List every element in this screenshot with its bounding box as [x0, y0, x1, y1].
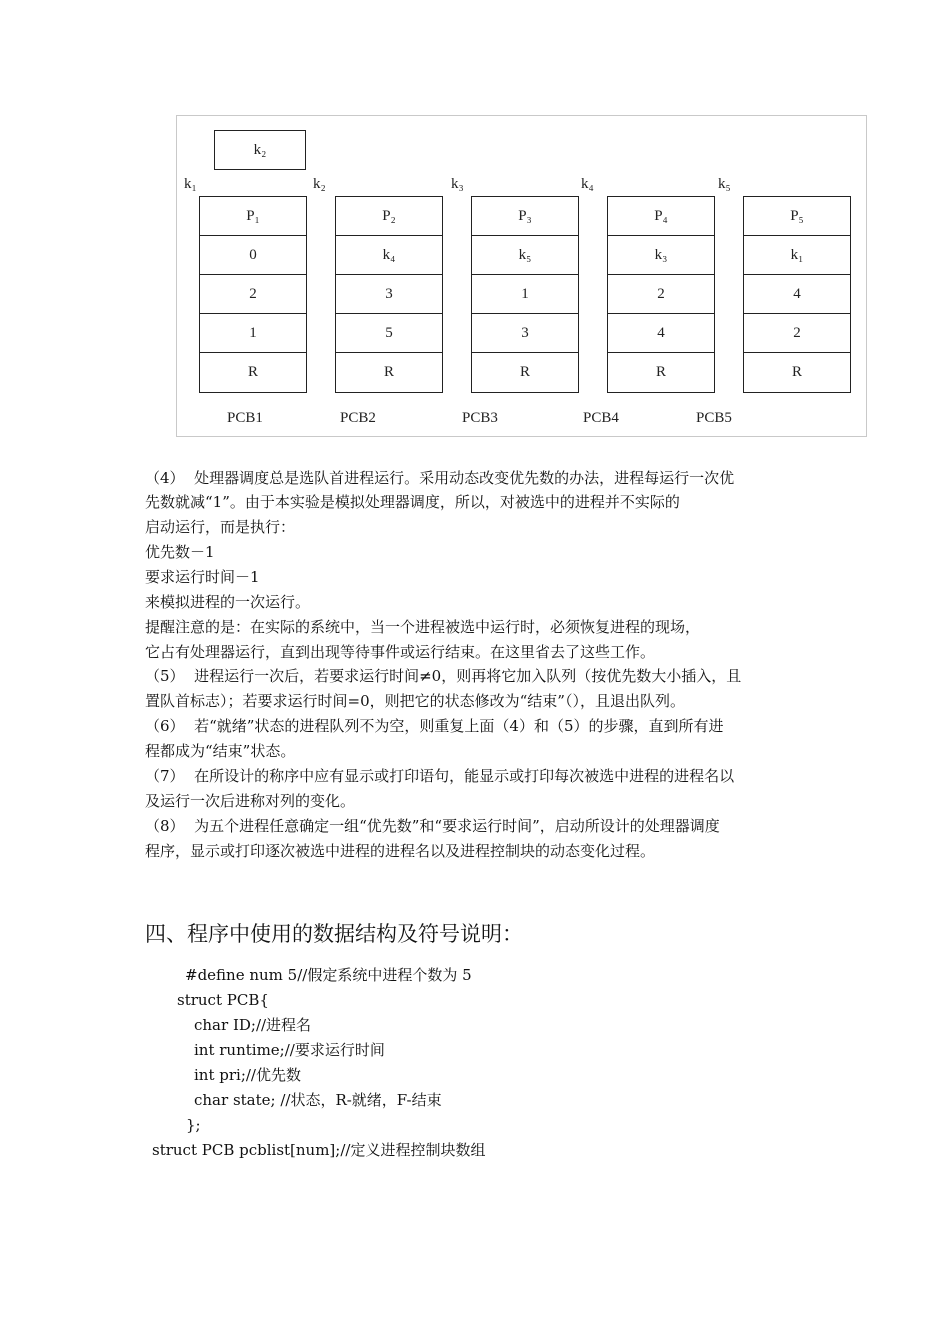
- pcb-cell-pointer: k₅: [472, 236, 578, 275]
- pcb-cell-name: P₁: [200, 197, 306, 236]
- body-line: 启动运行，而是执行：: [145, 518, 296, 536]
- pcb-cell-name: P₄: [608, 197, 714, 236]
- pcb-block-5: [743, 196, 851, 393]
- pcb-caption-4: PCB4: [583, 410, 619, 426]
- pcb-cell-runtime: 5: [336, 314, 442, 353]
- pcb-cell-state: R: [247, 364, 258, 380]
- body-line: 程序，显示或打印逐次被选中进程的进程名以及进程控制块的动态变化过程。: [145, 842, 656, 860]
- pcb-cell-runtime: 1: [200, 314, 306, 353]
- pcb-block-1: [199, 196, 307, 393]
- pcb-cell-pointer: k₁: [744, 236, 850, 275]
- pointer-label-k3: k₃: [451, 176, 464, 192]
- code-line: char ID;//进程名: [194, 1016, 312, 1034]
- body-line: 程都成为“结束”状态。: [145, 742, 296, 760]
- pcb-caption-3: PCB3: [462, 410, 498, 426]
- body-line: 优先数－1: [145, 543, 215, 561]
- queue-head-box: [214, 130, 306, 170]
- body-line: 来模拟进程的一次运行。: [145, 593, 311, 611]
- pcb-caption-1: PCB1: [227, 410, 263, 426]
- body-line: （4） 处理器调度总是选队首进程运行。采用动态改变优先数的办法，进程每运行一次优: [145, 469, 735, 487]
- pcb-cell-state: R: [383, 364, 394, 380]
- pcb-block-3: [471, 196, 579, 393]
- body-line: 及运行一次后进称对列的变化。: [145, 792, 356, 810]
- body-line: （8） 为五个进程任意确定一组“优先数”和“要求运行时间”，启动所设计的处理器调度: [145, 817, 720, 835]
- pcb-cell-runtime: 2: [744, 314, 850, 353]
- pcb-cell-priority: 2: [200, 275, 306, 314]
- pointer-label-k1: k₁: [184, 176, 197, 192]
- pcb-block-2: [335, 196, 443, 393]
- pcb-cell-runtime: 4: [608, 314, 714, 353]
- pcb-cell-state: R: [519, 364, 530, 380]
- code-line: struct PCB pcblist[num];//定义进程控制块数组: [152, 1141, 486, 1159]
- pcb-cell-name: P₃: [472, 197, 578, 236]
- pcb-caption-5: PCB5: [696, 410, 732, 426]
- code-line: };: [186, 1116, 201, 1134]
- body-line: 置队首标志）；若要求运行时间=0，则把它的状态修改为“结束”（），且退出队列。: [145, 692, 685, 710]
- body-line: （6） 若“就绪”状态的进程队列不为空，则重复上面（4）和（5）的步骤，直到所有进: [145, 717, 724, 735]
- pcb-cell-pointer: k₄: [336, 236, 442, 275]
- body-line: 它占有处理器运行，直到出现等待事件或运行结束。在这里省去了这些工作。: [145, 643, 656, 661]
- code-line: char state; //状态，R-就绪，F-结束: [194, 1091, 442, 1109]
- body-line: 先数就减“1”。由于本实验是模拟处理器调度，所以，对被选中的进程并不实际的: [145, 493, 680, 511]
- pcb-cell-name: P₅: [744, 197, 850, 236]
- pcb-cell-priority: 3: [336, 275, 442, 314]
- pcb-cell-runtime: 3: [472, 314, 578, 353]
- pcb-caption-2: PCB2: [340, 410, 376, 426]
- queue-head-label: k₂: [253, 141, 267, 158]
- pcb-cell-pointer: 0: [200, 236, 306, 275]
- pcb-block-4: [607, 196, 715, 393]
- pcb-cell-name: P₂: [336, 197, 442, 236]
- body-line: （7） 在所设计的称序中应有显示或打印语句，能显示或打印每次被选中进程的进程名以: [145, 767, 735, 785]
- code-line: struct PCB{: [177, 991, 269, 1009]
- code-line: int pri;//优先数: [194, 1066, 301, 1084]
- code-line: int runtime;//要求运行时间: [194, 1041, 385, 1059]
- pointer-label-k2: k₂: [313, 176, 326, 192]
- pcb-cell-state: R: [655, 364, 666, 380]
- section-heading: 四、程序中使用的数据结构及符号说明：: [145, 922, 523, 946]
- body-line: （5） 进程运行一次后，若要求运行时间≠0，则再将它加入队列（按优先数大小插入，且: [145, 667, 742, 685]
- pcb-cell-pointer: k₃: [608, 236, 714, 275]
- pcb-cell-priority: 1: [472, 275, 578, 314]
- pointer-label-k5: k₅: [718, 176, 731, 192]
- pointer-label-k4: k₄: [581, 176, 594, 192]
- code-line: #define num 5//假定系统中进程个数为 5: [185, 966, 472, 984]
- pcb-cell-state: R: [791, 364, 802, 380]
- pcb-cell-priority: 2: [608, 275, 714, 314]
- body-line: 提醒注意的是：在实际的系统中，当一个进程被选中运行时，必须恢复进程的现场，: [145, 618, 701, 636]
- pcb-cell-priority: 4: [744, 275, 850, 314]
- pcb-queue-diagram: [176, 115, 867, 437]
- body-line: 要求运行时间－1: [145, 568, 260, 586]
